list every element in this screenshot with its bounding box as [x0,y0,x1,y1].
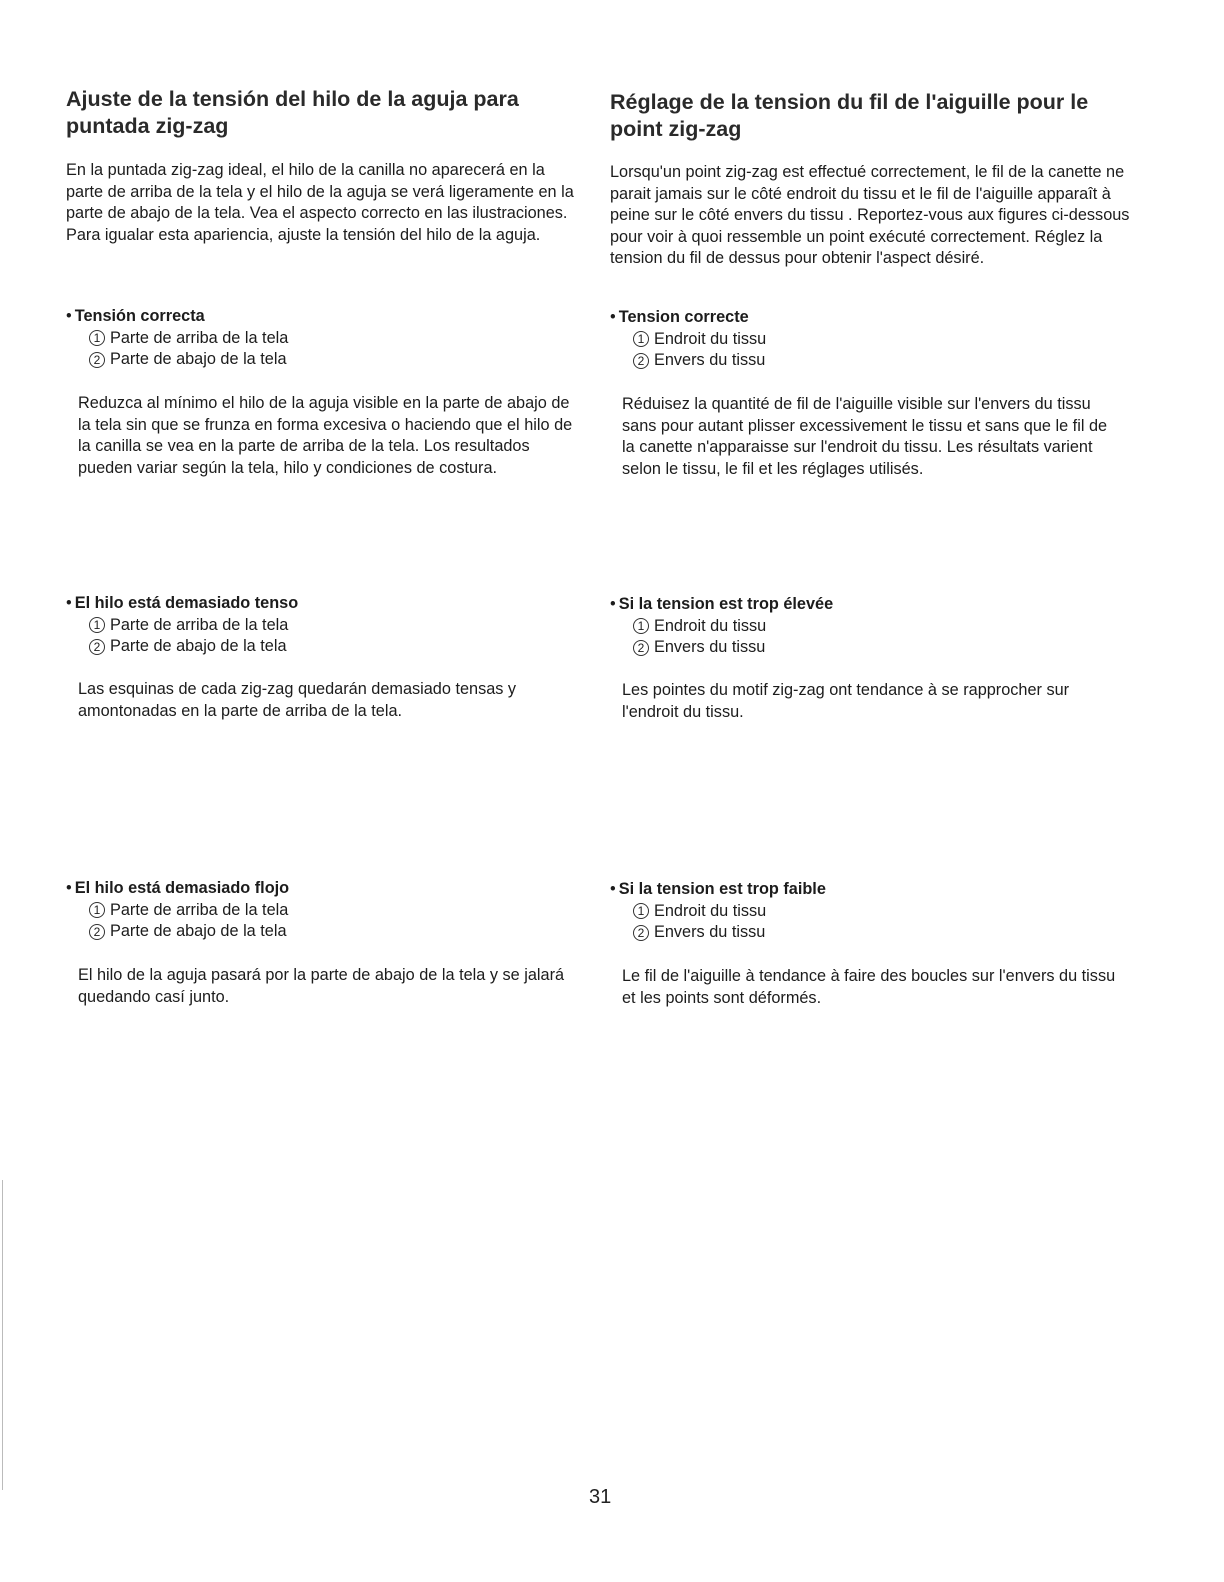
section-heading-text: Tension correcte [618,308,749,326]
circled-number-1-icon: 1 [633,331,649,347]
spanish-section-3 [66,878,596,943]
list-item [633,901,1140,923]
spanish-title: Ajuste de la tensión del hilo de la aguja para puntada zig-zag [66,87,519,138]
item-label: Parte de abajo de la tela [110,637,287,656]
item-list [633,616,1140,659]
spanish-section-2 [66,593,596,658]
item-list [89,328,596,371]
scan-artifact-line [2,1180,3,1490]
bullet-icon: • [66,879,72,897]
bullet-icon: • [66,594,72,612]
circled-number-2-icon: 2 [89,924,105,940]
circled-number-2-icon: 2 [633,353,649,369]
item-label: Parte de arriba de la tela [110,615,289,634]
spanish-section-2-body-block [66,679,576,722]
list-item [633,329,1140,351]
spanish-title-block [66,86,596,140]
item-label: Envers du tissu [654,638,766,657]
page-number: 31 [589,1486,612,1508]
section-body: El hilo de la aguja pasará por la parte de abajo de la tela y se jalará quedando casí junto. [78,966,565,1006]
section-body: Le fil de l'aiguille à tendance à faire des boucles sur l'envers du tissu et les points sont déformés. [622,967,1116,1007]
section-heading [610,307,1140,329]
section-body: Les pointes du motif zig-zag ont tendance à se rapprocher sur l'endroit du tissu. [622,681,1070,721]
circled-number-2-icon: 2 [633,640,649,656]
french-intro-block [610,162,1140,270]
section-body: Réduisez la quantité de fil de l'aiguille visible sur l'envers du tissu sans pour autant plisser excessivement le tissu et sans que le fil de la canette n'apparaisse sur l'endroit du tissu. Les résultats varient selon le tissu, le fil et les réglages utilisés. [622,395,1108,478]
item-label: Envers du tissu [654,923,766,942]
item-label: Parte de abajo de la tela [110,350,287,369]
circled-number-2-icon: 2 [633,925,649,941]
list-item [89,636,596,658]
list-item [633,616,1140,638]
item-label: Parte de arriba de la tela [110,900,289,919]
list-item [89,900,596,922]
french-section-3 [610,879,1140,944]
section-body: Reduzca al mínimo el hilo de la aguja visible en la parte de abajo de la tela sin que se frunza en forma excesiva o haciendo que el hilo de la canilla se vea en la parte de arriba de la tela. Los resultados pueden variar según la tela, hilo y condiciones de costura. [78,394,573,477]
list-item [89,349,596,371]
list-item [633,350,1140,372]
section-heading-text: El hilo está demasiado tenso [74,594,299,612]
item-list [633,901,1140,944]
bullet-icon: • [66,307,72,325]
section-heading [66,306,596,328]
spanish-intro: En la puntada zig-zag ideal, el hilo de la canilla no aparecerá en la parte de arriba de la tela y el hilo de la aguja se verá ligeramente en la parte de abajo de la tela. Vea el aspecto correcto en las ilustraciones. Para igualar esta apariencia, ajuste la tensión del hilo de la aguja. [66,161,574,244]
section-heading-text: Si la tension est trop faible [618,880,826,898]
bullet-icon: • [610,880,616,898]
section-heading-text: Tensión correcta [74,307,205,325]
spanish-section-3-body-block [66,965,576,1008]
section-heading-text: Si la tension est trop élevée [618,595,834,613]
french-title: Réglage de la tension du fil de l'aiguille pour le point zig-zag [610,90,1089,141]
spanish-intro-block [66,160,586,246]
list-item [89,328,596,350]
section-body: Las esquinas de cada zig-zag quedarán demasiado tensas y amontonadas en la parte de arriba de la tela. [78,680,517,720]
circled-number-1-icon: 1 [89,617,105,633]
french-intro: Lorsqu'un point zig-zag est effectué correctement, le fil de la canette ne parait jamais sur le côté endroit du tissu et le fil de l'aiguille apparaît à peine sur le côté envers du tissu . Reportez-vous aux figures ci-dessous pour voir à quoi ressemble un point exécuté correctement. Réglez la tension du fil de dessus pour obtenir l'aspect désiré. [610,163,1130,268]
item-list [89,615,596,658]
section-heading [610,594,1140,616]
list-item [633,637,1140,659]
item-list [633,329,1140,372]
list-item [633,922,1140,944]
french-section-1 [610,307,1140,372]
item-label: Parte de arriba de la tela [110,328,289,347]
section-heading [66,593,596,615]
item-label: Endroit du tissu [654,901,767,920]
circled-number-1-icon: 1 [633,618,649,634]
circled-number-1-icon: 1 [89,330,105,346]
item-list [89,900,596,943]
item-label: Endroit du tissu [654,616,767,635]
circled-number-2-icon: 2 [89,639,105,655]
french-title-block [610,89,1140,143]
bullet-icon: • [610,308,616,326]
circled-number-2-icon: 2 [89,352,105,368]
french-section-2-body-block [610,680,1120,723]
circled-number-1-icon: 1 [633,903,649,919]
bullet-icon: • [610,595,616,613]
section-heading [610,879,1140,901]
french-section-3-body-block [610,966,1120,1009]
section-heading [66,878,596,900]
section-heading-text: El hilo está demasiado flojo [74,879,290,897]
list-item [89,921,596,943]
item-label: Parte de abajo de la tela [110,922,287,941]
french-section-1-body-block [610,394,1120,480]
circled-number-1-icon: 1 [89,902,105,918]
spanish-section-1 [66,306,596,371]
spanish-section-1-body-block [66,393,576,479]
french-section-2 [610,594,1140,659]
item-label: Endroit du tissu [654,329,767,348]
list-item [89,615,596,637]
item-label: Envers du tissu [654,351,766,370]
